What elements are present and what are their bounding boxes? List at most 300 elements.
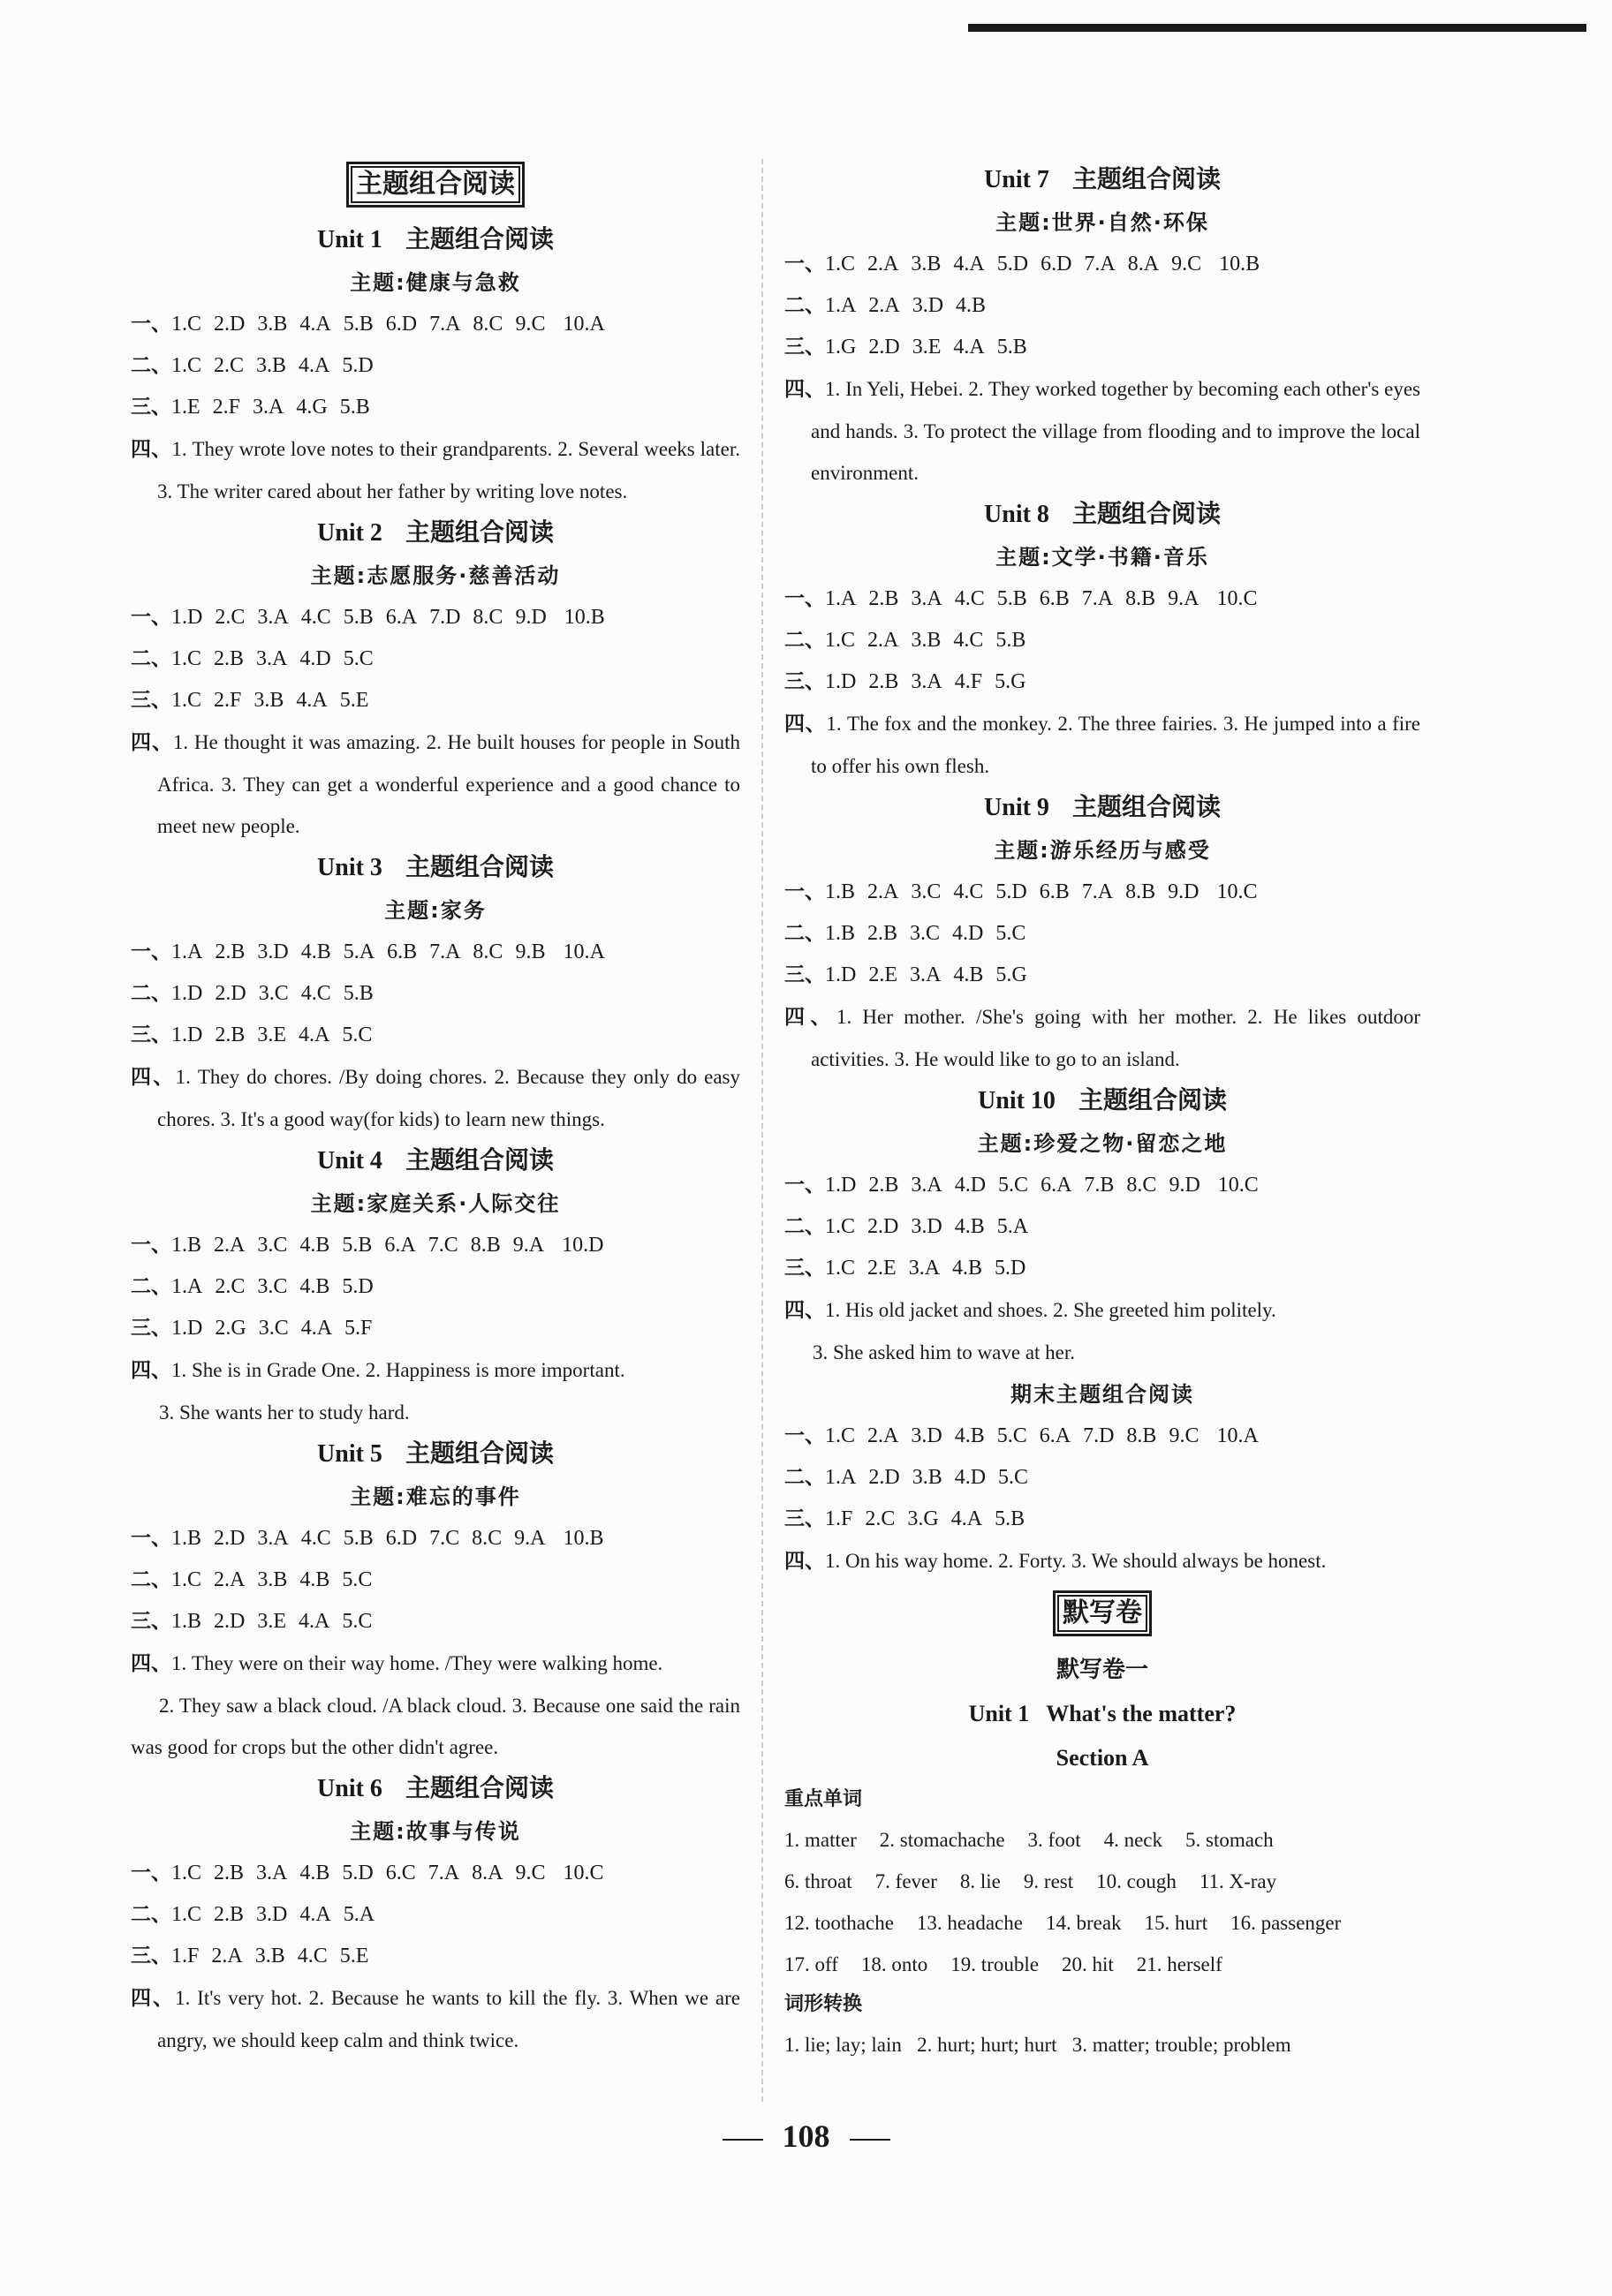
answer-item: 3.E bbox=[912, 336, 942, 359]
answer-item: 1.D bbox=[825, 963, 857, 986]
key-words-row bbox=[784, 1861, 1420, 1902]
answer-item: 3.A bbox=[256, 647, 288, 670]
final-q4-text: 1. On his way home. 2. Forty. 3. We should always be honest. bbox=[825, 1550, 1327, 1572]
q4-text: 1. She is in Grade One. 2. Happiness is more important. bbox=[171, 1359, 625, 1381]
row-label: 二、 bbox=[784, 294, 825, 317]
answer-item: 1.C bbox=[171, 1568, 202, 1591]
answer-item: 3.E bbox=[257, 1023, 287, 1046]
answer-rows bbox=[131, 304, 740, 428]
answer-item: 5.A bbox=[996, 1215, 1029, 1238]
answer-item: 6.A bbox=[1041, 1174, 1072, 1197]
answer-item: 8.C bbox=[472, 1527, 503, 1550]
answer-item: 1.C bbox=[825, 253, 856, 276]
unit-number: Unit 10 bbox=[978, 1087, 1056, 1114]
q4-text: 3. She wants her to study hard. bbox=[159, 1401, 410, 1424]
unit-theme: 主题:难忘的事件 bbox=[350, 1484, 521, 1509]
dictation-unit-title: Unit 1 What's the matter? bbox=[968, 1701, 1237, 1726]
q4-line bbox=[131, 1643, 740, 1685]
q4-line bbox=[784, 1332, 1420, 1373]
answer-item: 1.G bbox=[825, 336, 857, 359]
answer-row bbox=[131, 932, 740, 973]
answer-item: 1.C bbox=[171, 647, 202, 670]
row-label: 一、 bbox=[784, 1424, 825, 1447]
unit-number: Unit 9 bbox=[984, 794, 1049, 821]
dictation-box-title-text: 默写卷 bbox=[1053, 1590, 1152, 1636]
answer-item: 5.D bbox=[342, 1275, 374, 1298]
unit-title: 主题组合阅读 bbox=[405, 1440, 554, 1468]
key-word: 5. stomach bbox=[1185, 1829, 1274, 1851]
answer-item: 2.D bbox=[214, 313, 246, 336]
column-divider bbox=[761, 159, 763, 2102]
answer-rows bbox=[784, 578, 1420, 703]
answer-list bbox=[171, 932, 617, 973]
row-label: 二、 bbox=[784, 629, 825, 652]
answer-item: 5.G bbox=[995, 963, 1027, 986]
answer-item: 5.C bbox=[998, 1174, 1029, 1197]
answer-list bbox=[825, 327, 1040, 368]
answer-item: 3.B bbox=[257, 1568, 288, 1591]
answer-item: 1.A bbox=[825, 1466, 857, 1489]
answer-item: 5.C bbox=[995, 922, 1026, 945]
answer-item: 4.B bbox=[952, 1257, 983, 1280]
answer-item: 1.C bbox=[825, 1424, 856, 1447]
answer-item: 1.A bbox=[825, 294, 857, 317]
answer-item: 5.B bbox=[996, 336, 1027, 359]
answer-list bbox=[825, 620, 1038, 661]
answer-item: 5.A bbox=[343, 1903, 375, 1926]
answer-item: 2.E bbox=[868, 963, 898, 986]
answer-item: 2.B bbox=[214, 1903, 245, 1926]
answer-item: 6.B bbox=[1039, 880, 1070, 903]
row-label: 一、 bbox=[131, 313, 171, 336]
unit-title: 主题组合阅读 bbox=[1071, 794, 1221, 821]
answer-rows bbox=[784, 872, 1420, 996]
answer-item: 5.B bbox=[343, 606, 374, 629]
answer-item: 2.G bbox=[215, 1317, 246, 1340]
left-units bbox=[131, 219, 740, 2061]
answer-item: 9.A bbox=[512, 1234, 545, 1257]
box-title-text: 主题组合阅读 bbox=[346, 162, 525, 208]
answer-row bbox=[131, 1894, 740, 1936]
answer-item: 5.F bbox=[344, 1317, 373, 1340]
answer-item: 8.B bbox=[1125, 880, 1156, 903]
answer-item: 6.D bbox=[1041, 253, 1072, 276]
answer-item: 4.A bbox=[299, 313, 331, 336]
answer-item: 6.B bbox=[387, 940, 418, 963]
answer-item: 7.A bbox=[428, 1862, 460, 1884]
top-rule bbox=[968, 24, 1586, 32]
answer-item: 2.F bbox=[212, 396, 241, 419]
answer-item: 2.A bbox=[211, 1945, 243, 1967]
answer-item: 1.E bbox=[171, 396, 201, 419]
answer-item: 2.D bbox=[215, 982, 246, 1005]
answer-item: 5.D bbox=[995, 880, 1027, 903]
answer-item: 5.B bbox=[343, 982, 374, 1005]
answer-item: 1.B bbox=[171, 1234, 202, 1257]
answer-list bbox=[825, 1499, 1037, 1540]
key-word: 16. passenger bbox=[1230, 1912, 1342, 1934]
answer-item: 4.A bbox=[296, 689, 328, 712]
answer-item: 1.F bbox=[825, 1507, 853, 1530]
row-label: 三、 bbox=[131, 396, 171, 419]
answer-item: 7.D bbox=[429, 606, 461, 629]
answer-item: 1.D bbox=[825, 670, 857, 693]
q4-answer bbox=[131, 1977, 740, 2061]
q4-answer bbox=[784, 703, 1420, 787]
answer-row bbox=[131, 680, 740, 721]
answer-item: 9.B bbox=[515, 940, 546, 963]
answer-item: 1.C bbox=[171, 1903, 202, 1926]
answer-item: 4.A bbox=[299, 1023, 330, 1046]
answer-item: 3.C bbox=[258, 1317, 289, 1340]
word-forms-label: 词形转换 bbox=[784, 1993, 863, 2015]
answer-item: 5.D bbox=[995, 1257, 1026, 1280]
answer-item: 1.F bbox=[171, 1945, 200, 1967]
answer-item: 4.C bbox=[300, 982, 331, 1005]
row-label: 一、 bbox=[131, 606, 171, 629]
answer-list bbox=[825, 1206, 1041, 1248]
answer-list bbox=[825, 1457, 1041, 1499]
q4-label: 四、 bbox=[131, 438, 172, 461]
answer-item: 5.E bbox=[339, 689, 369, 712]
key-word: 17. off bbox=[784, 1953, 838, 1975]
answer-item: 3.A bbox=[911, 587, 942, 610]
answer-item: 1.A bbox=[171, 1275, 203, 1298]
answer-row bbox=[784, 578, 1420, 620]
answer-row bbox=[131, 1266, 740, 1308]
answer-item: 5.D bbox=[342, 354, 374, 377]
row-label: 二、 bbox=[784, 922, 825, 945]
answer-item: 3.A bbox=[256, 1862, 288, 1884]
q4-text: 1. In Yeli, Hebei. 2. They worked together by becoming each other's eyes and hands. 3. To protect the village from flooding and to improve the local environment. bbox=[811, 378, 1420, 484]
answer-item: 4.B bbox=[954, 1215, 985, 1238]
key-word: 15. hurt bbox=[1144, 1912, 1208, 1934]
row-label: 一、 bbox=[784, 253, 825, 276]
answer-item: 3.B bbox=[254, 689, 284, 712]
word-forms: 1. lie; lay; lain 2. hurt; hurt; hurt 3. matter; trouble; problem bbox=[784, 2034, 1291, 2056]
answer-rows bbox=[784, 244, 1420, 368]
answer-item: 5.B bbox=[995, 1507, 1025, 1530]
unit-number: Unit 2 bbox=[317, 519, 382, 547]
key-word: 19. trouble bbox=[950, 1953, 1039, 1975]
row-label: 二、 bbox=[784, 1466, 825, 1489]
answer-item: 3.C bbox=[911, 880, 942, 903]
answer-item: 2.B bbox=[868, 670, 899, 693]
answer-item: 5.C bbox=[998, 1466, 1029, 1489]
answer-item: 3.D bbox=[911, 1215, 942, 1238]
q4-label: 四、 bbox=[784, 1006, 836, 1029]
row-label: 一、 bbox=[131, 940, 171, 963]
answer-item: 5.D bbox=[996, 253, 1029, 276]
key-word: 9. rest bbox=[1023, 1870, 1074, 1892]
answer-item: 1.C bbox=[825, 1215, 856, 1238]
answer-item: 5.B bbox=[343, 313, 374, 336]
answer-item: 4.C bbox=[297, 1945, 328, 1967]
answer-item: 3.D bbox=[257, 940, 289, 963]
answer-item: 9.D bbox=[1168, 880, 1200, 903]
row-label: 三、 bbox=[131, 1610, 171, 1633]
key-word: 11. X-ray bbox=[1199, 1870, 1277, 1892]
answer-rows bbox=[131, 1518, 740, 1643]
answer-item: 5.A bbox=[343, 940, 375, 963]
answer-row bbox=[131, 638, 740, 680]
answer-item: 10.C bbox=[1217, 1174, 1259, 1197]
q4-text: 2. They saw a black cloud. /A black cloud. 3. Because one said the rain was good for crops but the other didn't agree. bbox=[131, 1695, 740, 1758]
answer-list bbox=[825, 1165, 1271, 1206]
answer-item: 4.B bbox=[299, 1862, 330, 1884]
answer-item: 1.C bbox=[171, 1862, 202, 1884]
page-number-text: 108 bbox=[782, 2119, 830, 2154]
row-label: 二、 bbox=[131, 1275, 171, 1298]
answer-item: 1.B bbox=[825, 922, 856, 945]
right-units bbox=[784, 159, 1420, 1373]
answer-item: 6.A bbox=[384, 1234, 416, 1257]
answer-row bbox=[131, 597, 740, 638]
key-word: 2. stomachache bbox=[879, 1829, 1005, 1851]
answer-item: 1.C bbox=[171, 313, 202, 336]
answer-item: 1.D bbox=[825, 1174, 857, 1197]
answer-row bbox=[784, 285, 1420, 327]
answer-item: 4.A bbox=[953, 336, 985, 359]
answer-list bbox=[171, 1015, 384, 1056]
answer-item: 5.D bbox=[342, 1862, 374, 1884]
q4-answer bbox=[784, 996, 1420, 1080]
answer-item: 9.C bbox=[1169, 1424, 1200, 1447]
answer-item: 2.A bbox=[867, 1424, 899, 1447]
answer-item: 4.B bbox=[954, 1424, 985, 1447]
answer-row bbox=[784, 244, 1420, 285]
answer-item: 3.C bbox=[257, 1275, 288, 1298]
unit-title: 主题组合阅读 bbox=[405, 854, 554, 881]
q4-answer bbox=[131, 428, 740, 512]
answer-item: 3.A bbox=[253, 396, 284, 419]
answer-list bbox=[171, 973, 386, 1015]
answer-row bbox=[131, 973, 740, 1015]
answer-item: 8.A bbox=[472, 1862, 503, 1884]
answer-item: 3.B bbox=[911, 629, 942, 652]
answer-item: 2.D bbox=[868, 1466, 900, 1489]
unit-heading bbox=[784, 1080, 1420, 1122]
answer-row bbox=[784, 661, 1420, 703]
answer-item: 7.C bbox=[428, 1234, 458, 1257]
answer-row bbox=[131, 304, 740, 345]
unit-title: 主题组合阅读 bbox=[1078, 1087, 1227, 1114]
answer-item: 10.C bbox=[563, 1862, 604, 1884]
answer-item: 3.B bbox=[254, 1945, 285, 1967]
answer-item: 5.C bbox=[342, 1023, 373, 1046]
answer-item: 2.B bbox=[868, 587, 899, 610]
answer-list bbox=[171, 1225, 616, 1266]
q4-text: 1. He thought it was amazing. 2. He built houses for people in South Africa. 3. They can get a wonderful experience and a good chance to meet new people. bbox=[157, 731, 740, 837]
answer-item: 2.C bbox=[865, 1507, 896, 1530]
row-label: 二、 bbox=[131, 1568, 171, 1591]
unit-title: 主题组合阅读 bbox=[405, 519, 554, 547]
unit-theme: 主题:故事与传说 bbox=[350, 1819, 521, 1844]
answer-item: 8.B bbox=[470, 1234, 501, 1257]
answer-row bbox=[131, 345, 740, 387]
answer-list bbox=[171, 1560, 384, 1601]
answer-list bbox=[825, 578, 1269, 620]
answer-item: 1.D bbox=[171, 1023, 203, 1046]
unit-heading bbox=[131, 1140, 740, 1182]
answer-item: 8.B bbox=[1126, 1424, 1157, 1447]
answer-item: 9.C bbox=[515, 313, 546, 336]
row-label: 三、 bbox=[784, 670, 825, 693]
q4-line bbox=[131, 1392, 740, 1433]
key-word: 18. onto bbox=[860, 1953, 928, 1975]
answer-list bbox=[171, 345, 386, 387]
answer-list bbox=[825, 661, 1038, 703]
key-words-label: 重点单词 bbox=[784, 1788, 863, 1810]
page-dash-left bbox=[723, 2139, 763, 2141]
answer-item: 10.C bbox=[1216, 587, 1258, 610]
q4-label: 四、 bbox=[784, 1299, 825, 1322]
answer-item: 5.B bbox=[343, 1527, 374, 1550]
answer-item: 10.A bbox=[1216, 1424, 1259, 1447]
row-label: 三、 bbox=[131, 689, 171, 712]
answer-list bbox=[825, 955, 1040, 996]
row-label: 二、 bbox=[131, 1903, 171, 1926]
answer-item: 4.C bbox=[953, 880, 984, 903]
unit-heading bbox=[784, 494, 1420, 536]
answer-item: 1.B bbox=[825, 880, 856, 903]
answer-item: 4.F bbox=[954, 670, 983, 693]
answer-item: 5.C bbox=[342, 1610, 373, 1633]
answer-item: 5.B bbox=[342, 1234, 373, 1257]
answer-list bbox=[825, 913, 1038, 955]
answer-item: 4.A bbox=[950, 1507, 983, 1530]
answer-row bbox=[784, 1499, 1420, 1540]
answer-list bbox=[171, 597, 617, 638]
answer-item: 2.D bbox=[868, 336, 900, 359]
answer-rows bbox=[131, 1225, 740, 1349]
answer-item: 5.C bbox=[996, 1424, 1027, 1447]
answer-item: 2.A bbox=[867, 253, 899, 276]
answer-row bbox=[784, 913, 1420, 955]
answer-item: 2.F bbox=[214, 689, 242, 712]
answer-item: 7.A bbox=[1084, 253, 1116, 276]
answer-item: 9.C bbox=[1171, 253, 1202, 276]
answer-item: 1.D bbox=[171, 606, 203, 629]
right-column bbox=[784, 159, 1420, 2066]
answer-item: 10.B bbox=[563, 1527, 604, 1550]
key-word: 1. matter bbox=[784, 1829, 857, 1851]
answer-item: 4.B bbox=[299, 1275, 330, 1298]
answer-item: 4.A bbox=[299, 1610, 330, 1633]
key-word: 8. lie bbox=[959, 1870, 1001, 1892]
answer-list bbox=[171, 1936, 381, 1977]
answer-item: 1.A bbox=[171, 940, 203, 963]
answer-item: 2.B bbox=[868, 1174, 899, 1197]
q4-line bbox=[131, 1685, 740, 1768]
answer-item: 3.B bbox=[256, 354, 287, 377]
final-reading bbox=[784, 1373, 1420, 1582]
answer-row bbox=[784, 955, 1420, 996]
unit-heading bbox=[131, 1433, 740, 1476]
q4-text: 1. They wrote love notes to their grandparents. 2. Several weeks later. 3. The writer cared about her father by writing love notes. bbox=[157, 438, 740, 502]
q4-label: 四、 bbox=[131, 731, 173, 754]
unit-number: Unit 3 bbox=[317, 854, 382, 881]
row-label: 二、 bbox=[131, 647, 171, 670]
q4-label: 四、 bbox=[784, 378, 826, 401]
answer-row bbox=[784, 327, 1420, 368]
answer-row bbox=[131, 387, 740, 428]
key-word: 10. cough bbox=[1096, 1870, 1177, 1892]
answer-item: 2.A bbox=[214, 1234, 246, 1257]
answer-list bbox=[171, 387, 382, 428]
row-label: 三、 bbox=[784, 336, 825, 359]
key-word: 3. foot bbox=[1027, 1829, 1081, 1851]
unit-number: Unit 6 bbox=[317, 1775, 382, 1802]
key-word: 7. fever bbox=[874, 1870, 937, 1892]
answer-item: 4.C bbox=[300, 606, 331, 629]
row-label: 三、 bbox=[131, 1945, 171, 1967]
q4-label: 四、 bbox=[131, 1987, 176, 2010]
key-word: 4. neck bbox=[1103, 1829, 1163, 1851]
q4-text: 1. His old jacket and shoes. 2. She greeted him politely. bbox=[825, 1299, 1276, 1321]
answer-item: 7.C bbox=[429, 1527, 460, 1550]
unit-theme: 主题:志愿服务·慈善活动 bbox=[310, 563, 561, 588]
answer-list bbox=[825, 872, 1269, 913]
answer-list bbox=[171, 1894, 387, 1936]
answer-row bbox=[131, 1853, 740, 1894]
q4-text: 1. The fox and the monkey. 2. The three fairies. 3. He jumped into a fire to offer his own flesh. bbox=[811, 713, 1420, 777]
key-word: 13. headache bbox=[916, 1912, 1023, 1934]
answer-item: 6.D bbox=[385, 1527, 418, 1550]
answer-item: 1.B bbox=[171, 1610, 202, 1633]
key-word: 21. herself bbox=[1136, 1953, 1222, 1975]
answer-item: 4.D bbox=[299, 647, 331, 670]
answer-list bbox=[171, 638, 386, 680]
answer-item: 9.C bbox=[515, 1862, 546, 1884]
answer-item: 8.B bbox=[1125, 587, 1156, 610]
answer-item: 5.E bbox=[339, 1945, 369, 1967]
answer-item: 9.A bbox=[514, 1527, 546, 1550]
answer-item: 2.A bbox=[867, 629, 899, 652]
answer-item: 8.C bbox=[473, 313, 503, 336]
answer-item: 4.A bbox=[299, 354, 330, 377]
answer-item: 2.D bbox=[214, 1610, 246, 1633]
answer-item: 2.B bbox=[214, 1862, 245, 1884]
answer-item: 3.A bbox=[257, 606, 289, 629]
unit-theme: 主题:家务 bbox=[384, 898, 487, 923]
answer-list bbox=[825, 285, 998, 327]
answer-item: 1.D bbox=[171, 982, 203, 1005]
unit-title: 主题组合阅读 bbox=[405, 1147, 554, 1174]
answer-row bbox=[131, 1308, 740, 1349]
row-label: 三、 bbox=[784, 963, 825, 986]
answer-item: 7.D bbox=[1083, 1424, 1115, 1447]
q4-label: 四、 bbox=[784, 1550, 825, 1573]
unit-number: Unit 1 bbox=[317, 226, 382, 253]
answer-list bbox=[171, 1601, 384, 1643]
answer-item: 2.A bbox=[867, 880, 899, 903]
answer-item: 2.C bbox=[215, 606, 246, 629]
answer-row bbox=[784, 1457, 1420, 1499]
answer-item: 3.A bbox=[908, 1257, 941, 1280]
answer-list bbox=[171, 680, 381, 721]
answer-item: 4.C bbox=[300, 1527, 331, 1550]
answer-row bbox=[131, 1015, 740, 1056]
answer-rows bbox=[131, 597, 740, 721]
q4-text: 1. They do chores. /By doing chores. 2. Because they only do easy chores. 3. It's a good way(for kids) to learn new things. bbox=[157, 1066, 741, 1130]
answer-rows bbox=[784, 1165, 1420, 1289]
answer-list bbox=[171, 1266, 386, 1308]
key-word: 12. toothache bbox=[784, 1912, 894, 1934]
answer-row bbox=[131, 1936, 740, 1977]
unit-theme: 主题:世界·自然·环保 bbox=[995, 210, 1209, 235]
answer-item: 1.A bbox=[825, 587, 857, 610]
